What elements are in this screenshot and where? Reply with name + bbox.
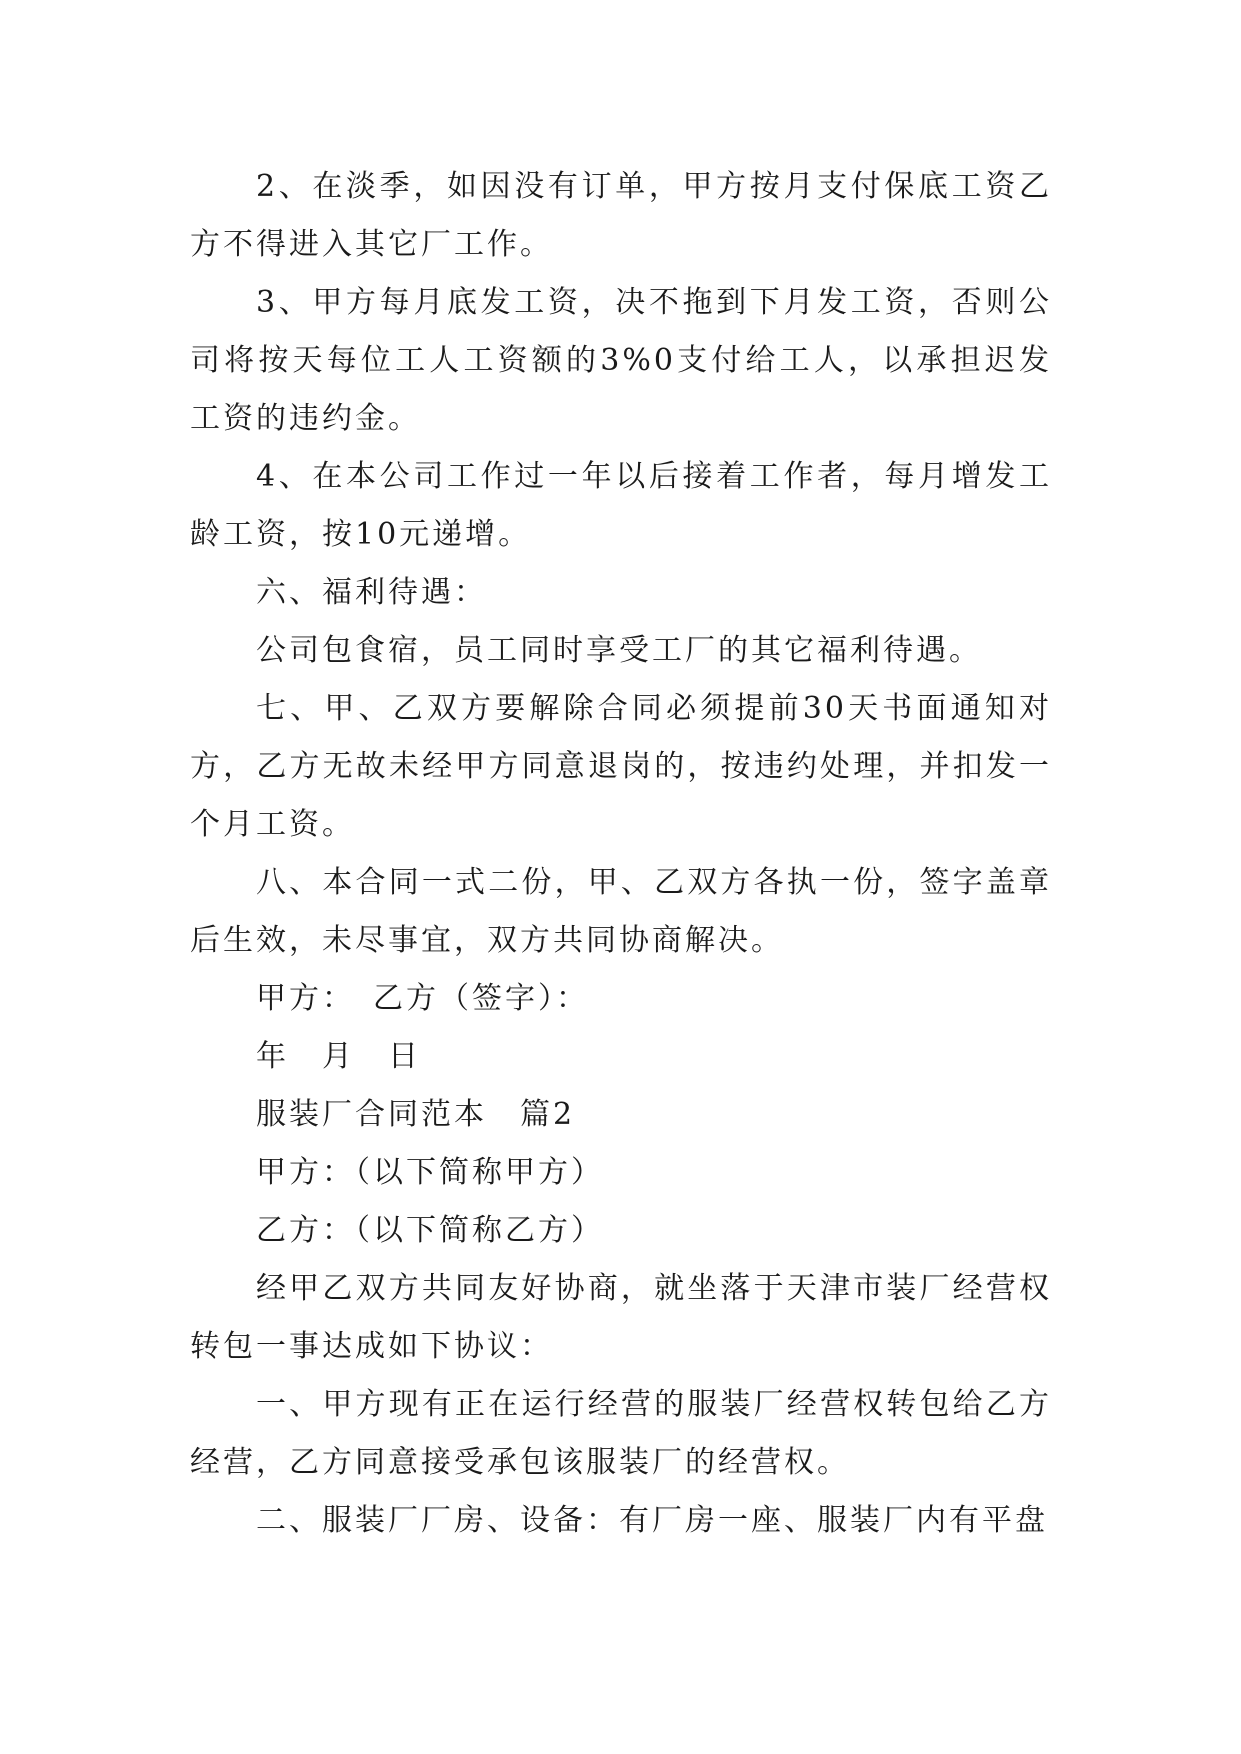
paragraph-clause-one: 一、甲方现有正在运行经营的服装厂经营权转包给乙方经营，乙方同意接受承包该服装厂的经营权。 — [190, 1387, 1052, 1480]
paragraph-seniority-pay: 4、在本公司工作过一年以后接着工作者，每月增发工龄工资，按10元递增。 — [190, 459, 1052, 552]
paragraph-termination: 七、甲、乙双方要解除合同必须提前30天书面通知对方，乙方无故未经甲方同意退岗的，按违约处理，并扣发一个月工资。 — [190, 691, 1052, 842]
paragraph-agreement-intro: 经甲乙双方共同友好协商，就坐落于天津市装厂经营权转包一事达成如下协议： — [190, 1271, 1052, 1364]
paragraph-payday: 3、甲方每月底发工资，决不拖到下月发工资，否则公司将按天每位工人工资额的3%0支付给工人，以承担迟发工资的违约金。 — [190, 285, 1052, 436]
heading-welfare: 六、福利待遇： — [256, 575, 487, 610]
paragraph-copies: 八、本合同一式二份，甲、乙双方各执一份，签字盖章后生效，未尽事宜，双方共同协商解决。 — [190, 865, 1052, 958]
party-a-line: 甲方：（以下简称甲方） — [256, 1155, 604, 1190]
paragraph-clause-two: 二、服装厂厂房、设备：有厂房一座、服装厂内有平盘 — [256, 1503, 1048, 1538]
date-line: 年 月 日 — [256, 1039, 421, 1074]
document-body — [190, 158, 1052, 1550]
paragraph-welfare: 公司包食宿，员工同时享受工厂的其它福利待遇。 — [256, 633, 982, 668]
section-title: 服装厂合同范本 篇2 — [256, 1097, 576, 1132]
signature-line: 甲方： 乙方（签字）： — [256, 981, 589, 1016]
paragraph-off-season-wage: 2、在淡季，如因没有订单，甲方按月支付保底工资乙方不得进入其它厂工作。 — [190, 169, 1052, 262]
party-b-line: 乙方：（以下简称乙方） — [256, 1213, 604, 1248]
